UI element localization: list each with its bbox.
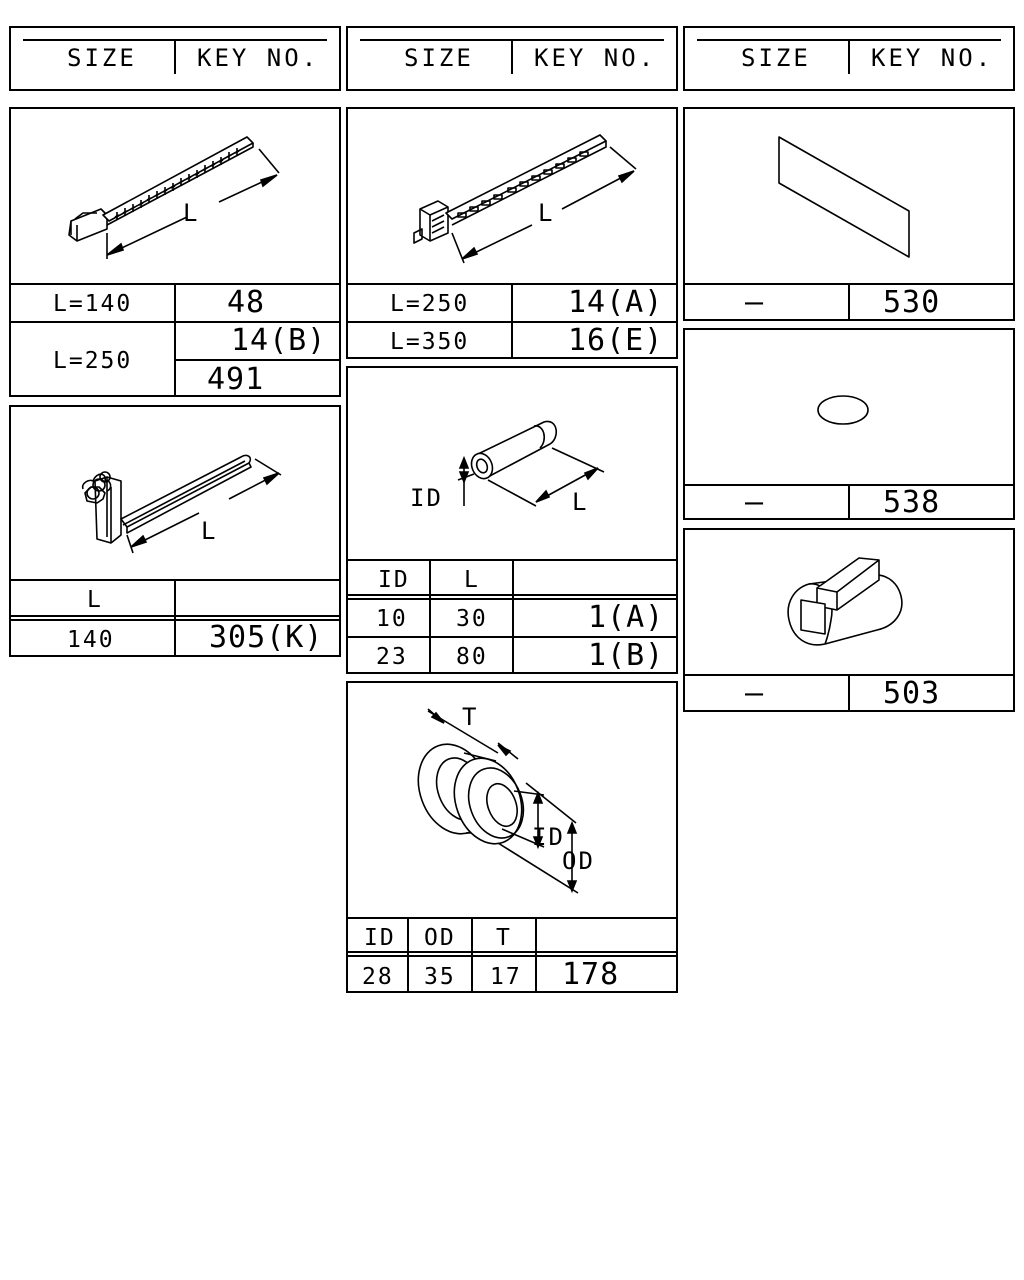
- table-rule: [348, 917, 676, 919]
- dim-label-id: ID: [532, 823, 565, 851]
- header-divider: [848, 41, 850, 74]
- cable-tie-a-panel: [9, 107, 341, 397]
- table-divider: [174, 283, 176, 397]
- cable-tie-illustration: [11, 109, 339, 285]
- key-no-header: KEY NO.: [871, 44, 994, 72]
- key-no-cell: 14(B): [231, 323, 327, 358]
- table-divider: [174, 579, 176, 655]
- table-divider: [512, 559, 514, 674]
- col-header-l: L: [464, 567, 480, 593]
- header-divider: [511, 41, 513, 74]
- size-dash: —: [745, 485, 765, 520]
- size-header: SIZE: [67, 44, 137, 72]
- cushion-illustration: [685, 530, 1013, 674]
- tape-illustration: [685, 109, 1013, 285]
- key-no-cell: 530: [883, 285, 941, 320]
- cushion-panel: [683, 528, 1015, 712]
- id-cell: 28: [362, 964, 394, 990]
- id-cell: 23: [376, 644, 408, 670]
- key-no-cell: 178: [562, 957, 620, 992]
- cable-tie-illustration: [348, 109, 676, 285]
- key-no-cell: 503: [883, 676, 941, 711]
- ring-panel: [683, 328, 1015, 520]
- col-header-id: ID: [364, 925, 396, 951]
- dim-label-l: L: [183, 199, 200, 227]
- table-divider: [848, 484, 850, 520]
- table-divider: [848, 283, 850, 321]
- size-cell: L=250: [53, 348, 133, 374]
- header-col-2: [346, 26, 678, 91]
- table-rule: [348, 955, 676, 957]
- size-cell: L=350: [390, 329, 470, 355]
- grommet-panel: [346, 681, 678, 993]
- key-no-cell: 1(B): [588, 638, 665, 673]
- dim-label-od: OD: [562, 847, 595, 875]
- dim-label-l: L: [572, 488, 589, 516]
- col-header-t: T: [496, 925, 512, 951]
- key-no-cell: 14(A): [568, 285, 664, 320]
- tube-panel: [346, 366, 678, 674]
- table-divider: [848, 674, 850, 712]
- table-rule: [176, 359, 339, 361]
- col-header-id: ID: [378, 567, 410, 593]
- size-header: SIZE: [741, 44, 811, 72]
- dim-label-t: T: [462, 703, 479, 731]
- key-no-cell: 491: [207, 362, 265, 397]
- ring-illustration: [685, 330, 1013, 484]
- size-dash: —: [745, 676, 765, 711]
- col-header-od: OD: [424, 925, 456, 951]
- size-cell: L=250: [390, 291, 470, 317]
- header-col-1: [9, 26, 341, 91]
- key-no-cell: 1(A): [588, 600, 665, 635]
- header-col-3: [683, 26, 1015, 91]
- table-divider: [535, 917, 537, 993]
- cable-tie-b-panel: [346, 107, 678, 359]
- size-header: SIZE: [404, 44, 474, 72]
- table-divider: [407, 917, 409, 993]
- id-cell: 10: [376, 606, 408, 632]
- table-rule: [348, 951, 676, 953]
- dim-label-l: L: [201, 517, 218, 545]
- od-cell: 35: [424, 964, 456, 990]
- size-cell: L=140: [53, 291, 133, 317]
- key-no-header: KEY NO.: [197, 44, 320, 72]
- key-no-header: KEY NO.: [534, 44, 657, 72]
- tape-panel: [683, 107, 1015, 321]
- key-no-cell: 48: [227, 285, 266, 320]
- clip-tie-illustration: [11, 407, 339, 581]
- size-cell: 140: [67, 627, 115, 653]
- size-dash: —: [745, 285, 765, 320]
- t-cell: 17: [490, 964, 522, 990]
- tube-illustration: [348, 368, 676, 560]
- clip-tie-panel: [9, 405, 341, 657]
- l-cell: 80: [456, 644, 488, 670]
- l-cell: 30: [456, 606, 488, 632]
- col-header-l: L: [87, 587, 103, 613]
- table-divider: [471, 917, 473, 993]
- header-divider: [174, 41, 176, 74]
- key-no-cell: 305(K): [209, 620, 324, 655]
- key-no-cell: 538: [883, 485, 941, 520]
- dim-label-id: ID: [410, 484, 443, 512]
- grommet-illustration: [348, 683, 676, 917]
- table-divider: [511, 283, 513, 359]
- dim-label-l: L: [538, 199, 555, 227]
- table-divider: [429, 559, 431, 674]
- key-no-cell: 16(E): [568, 323, 664, 358]
